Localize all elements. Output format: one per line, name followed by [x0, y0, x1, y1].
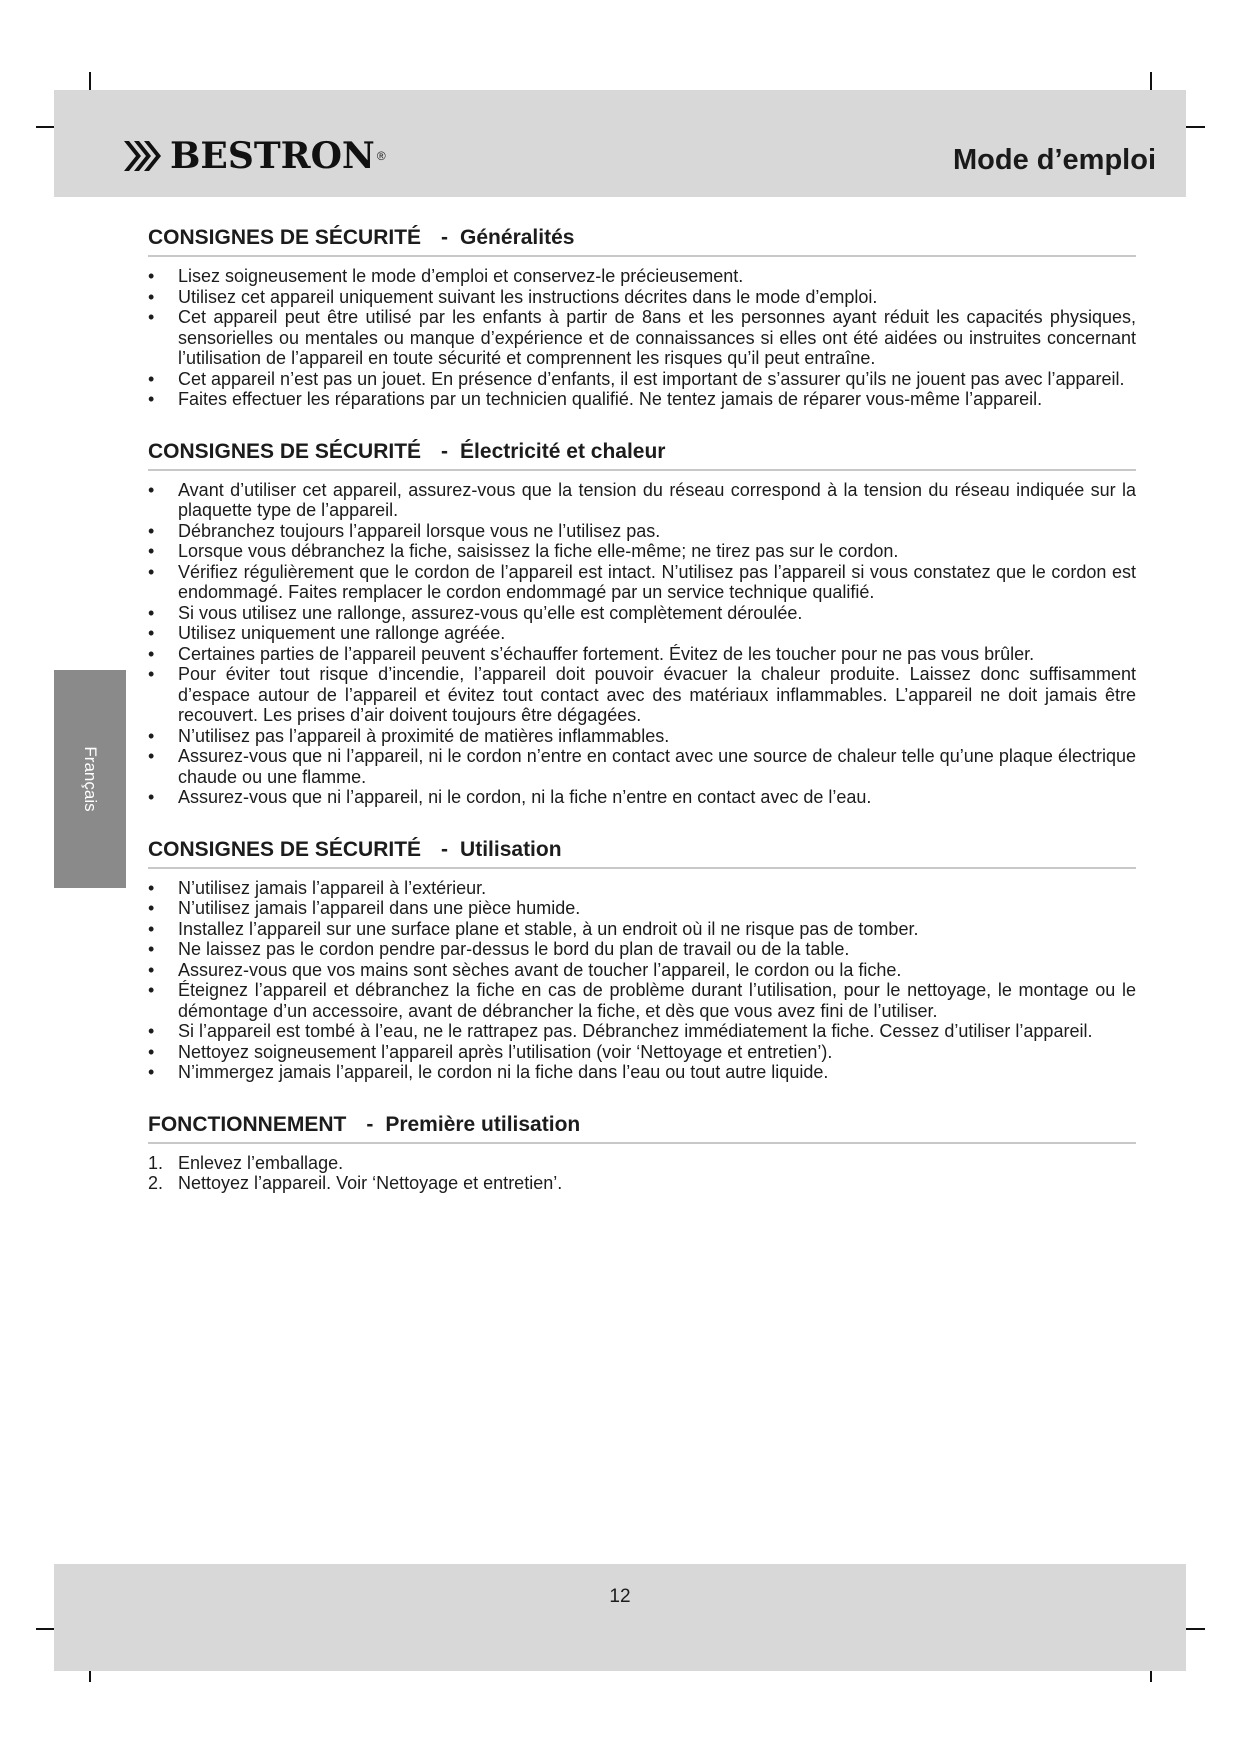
bullet-icon: •	[148, 725, 155, 746]
heading-separator: -	[441, 439, 449, 463]
chevron-logo-icon	[122, 139, 164, 173]
list-item-number: 2.	[148, 1173, 164, 1193]
list-item-text: N’utilisez jamais l’appareil dans une pièce humide.	[178, 898, 581, 918]
section-heading-subtitle: Électricité et chaleur	[460, 439, 666, 463]
list-item	[148, 726, 1136, 747]
list-item-text: Éteignez l’appareil et débranchez la fiche en cas de problème durant l’utilisation, pour le nettoyage, le montage ou le démontage d’un accessoire, avant de débrancher la fiche, et dès que vous avez fini de l’utiliser.	[178, 980, 1136, 1021]
list-item-text: Lisez soigneusement le mode d’emploi et conservez-le précieusement.	[178, 266, 744, 286]
list-item-text: Nettoyez soigneusement l’appareil après l’utilisation (voir ‘Nettoyage et entretien’).	[178, 1041, 833, 1062]
page-footer	[54, 1564, 1186, 1671]
bullet-icon: •	[148, 389, 155, 409]
list-item	[148, 787, 1136, 808]
list-item	[148, 1021, 1136, 1042]
list-item	[148, 939, 1136, 960]
list-item-text: Avant d’utiliser cet appareil, assurez-vous que la tension du réseau correspond à la tension du réseau indiquée sur la plaquette type de l’appareil.	[178, 479, 1136, 520]
registered-mark: ®	[376, 149, 386, 163]
numbered-list	[148, 1153, 1136, 1194]
list-item	[148, 644, 1136, 665]
list-item-text: N’immergez jamais l’appareil, le cordon ni la fiche dans l’eau ou tout autre liquide.	[178, 1062, 829, 1082]
list-item-text: Vérifiez régulièrement que le cordon de l’appareil est intact. N’utilisez pas l’appareil si vous constatez que le cordon est endommagé. Faites remplacer le cordon endommagé par un service technique qualifié.	[178, 561, 1136, 602]
list-item	[148, 664, 1136, 726]
brand-name: BESTRON	[170, 135, 375, 177]
list-item-text: Si l’appareil est tombé à l’eau, ne le rattrapez pas. Débranchez immédiatement la fiche. Cessez d’utiliser l’appareil.	[178, 1021, 1093, 1041]
list-item-number: 1.	[148, 1152, 164, 1173]
list-item-text: Nettoyez l’appareil. Voir ‘Nettoyage et entretien’.	[178, 1173, 563, 1193]
section-heading-title: CONSIGNES DE SÉCURITÉ	[148, 837, 422, 861]
bullet-icon: •	[148, 898, 155, 918]
section-heading	[148, 838, 1136, 869]
list-item	[148, 369, 1136, 390]
bullet-icon: •	[148, 1021, 155, 1041]
bullet-icon: •	[148, 643, 155, 664]
list-item	[148, 1173, 1136, 1194]
list-item-text: Si vous utilisez une rallonge, assurez-vous qu’elle est complètement déroulée.	[178, 602, 803, 623]
language-tab	[54, 670, 126, 888]
brand-logo	[122, 136, 386, 176]
bullet-icon: •	[148, 307, 155, 327]
bullet-icon: •	[148, 959, 155, 980]
bullet-icon: •	[148, 286, 155, 307]
section-heading-subtitle: Utilisation	[460, 837, 562, 861]
list-item-text: Cet appareil n’est pas un jouet. En présence d’enfants, il est important de s’assurer qu’ils ne jouent pas avec l’appareil.	[178, 368, 1125, 389]
document-title: Mode d’emploi	[953, 144, 1156, 176]
bullet-list	[148, 878, 1136, 1083]
list-item-text: Débranchez toujours l’appareil lorsque vous ne l’utilisez pas.	[178, 520, 661, 541]
section-generalites	[148, 226, 1136, 410]
list-item	[148, 898, 1136, 919]
list-item-text: Faites effectuer les réparations par un technicien qualifié. Ne tentez jamais de réparer vous-même l’appareil.	[178, 389, 1043, 409]
section-heading-title: FONCTIONNEMENT	[148, 1112, 347, 1136]
list-item	[148, 878, 1136, 899]
main-content	[148, 226, 1136, 1224]
list-item	[148, 287, 1136, 308]
bullet-icon: •	[148, 602, 155, 623]
list-item-text: N’utilisez pas l’appareil à proximité de matières inflammables.	[178, 725, 670, 746]
list-item-text: Cet appareil peut être utilisé par les enfants à partir de 8ans et les personnes ayant réduit les capacités physiques, sensorielles ou mentales ou manque d’expérience et de connaissances si elles ont été aidées ou instruites concernant l’utilisation de l’appareil en toute sécurité et comprennent les risques qu’il peut entraîne.	[178, 307, 1136, 368]
bullet-icon: •	[148, 1041, 155, 1062]
bullet-icon: •	[148, 980, 155, 1000]
list-item-text: Certaines parties de l’appareil peuvent s’échauffer fortement. Évitez de les toucher pour ne pas vous brûler.	[178, 643, 1035, 664]
list-item-text: N’utilisez jamais l’appareil à l’extérieur.	[178, 877, 487, 898]
list-item	[148, 919, 1136, 940]
list-item-text: Assurez-vous que ni l’appareil, ni le cordon n’entre en contact avec une source de chaleur telle qu’une plaque électrique chaude ou une flamme.	[178, 746, 1136, 787]
list-item	[148, 307, 1136, 369]
bullet-icon: •	[148, 623, 155, 643]
section-heading	[148, 440, 1136, 471]
bullet-icon: •	[148, 664, 155, 684]
list-item-text: Ne laissez pas le cordon pendre par-dessus le bord du plan de travail ou de la table.	[178, 939, 850, 959]
list-item	[148, 623, 1136, 644]
bullet-icon: •	[148, 918, 155, 939]
language-tab-label: Français	[81, 746, 100, 812]
section-heading	[148, 1113, 1136, 1144]
bullet-icon: •	[148, 368, 155, 389]
list-item-text: Utilisez cet appareil uniquement suivant les instructions décrites dans le mode d’emploi.	[178, 286, 878, 307]
list-item	[148, 389, 1136, 410]
bullet-icon: •	[148, 520, 155, 541]
list-item-text: Utilisez uniquement une rallonge agréée.	[178, 623, 506, 643]
bullet-icon: •	[148, 541, 155, 561]
bullet-icon: •	[148, 266, 155, 286]
list-item	[148, 1042, 1136, 1063]
list-item	[148, 480, 1136, 521]
bullet-icon: •	[148, 479, 155, 500]
heading-separator: -	[366, 1112, 374, 1136]
list-item-text: Assurez-vous que vos mains sont sèches avant de toucher l’appareil, le cordon ou la fiche.	[178, 959, 902, 980]
list-item	[148, 1062, 1136, 1083]
list-item	[148, 980, 1136, 1021]
section-heading-title: CONSIGNES DE SÉCURITÉ	[148, 439, 422, 463]
page-number: 12	[609, 1586, 631, 1607]
bullet-icon: •	[148, 1062, 155, 1082]
list-item	[148, 960, 1136, 981]
bullet-list	[148, 480, 1136, 808]
bullet-list	[148, 266, 1136, 410]
section-electricite-chaleur	[148, 440, 1136, 808]
bullet-icon: •	[148, 746, 155, 766]
section-heading-subtitle: Première utilisation	[385, 1112, 581, 1136]
list-item	[148, 603, 1136, 624]
list-item-text: Pour éviter tout risque d’incendie, l’appareil doit pouvoir évacuer la chaleur produite. Laissez donc suffisamment d’espace autour de l’appareil et évitez tout contact avec des matériaux inflammables. L’appareil ne doit jamais être recouvert. Les prises d’air doivent toujours être dégagées.	[178, 664, 1136, 725]
section-heading	[148, 226, 1136, 257]
section-utilisation	[148, 838, 1136, 1083]
section-heading-title: CONSIGNES DE SÉCURITÉ	[148, 226, 422, 249]
list-item-text: Installez l’appareil sur une surface plane et stable, à un endroit où il ne risque pas de tomber.	[178, 918, 919, 939]
bullet-icon: •	[148, 877, 155, 898]
bullet-icon: •	[148, 787, 155, 807]
list-item	[148, 521, 1136, 542]
bullet-icon: •	[148, 561, 155, 582]
list-item-text: Enlevez l’emballage.	[178, 1152, 344, 1173]
list-item	[148, 266, 1136, 287]
section-heading-subtitle: Généralités	[460, 226, 575, 249]
page-header	[54, 90, 1186, 197]
list-item-text: Lorsque vous débranchez la fiche, saisissez la fiche elle-même; ne tirez pas sur le cordon.	[178, 541, 899, 561]
heading-separator: -	[441, 837, 449, 861]
list-item	[148, 562, 1136, 603]
list-item	[148, 541, 1136, 562]
heading-separator: -	[441, 226, 449, 249]
section-premiere-utilisation	[148, 1113, 1136, 1194]
list-item-text: Assurez-vous que ni l’appareil, ni le cordon, ni la fiche n’entre en contact avec de l’eau.	[178, 787, 872, 807]
list-item	[148, 1153, 1136, 1174]
list-item	[148, 746, 1136, 787]
bullet-icon: •	[148, 939, 155, 959]
